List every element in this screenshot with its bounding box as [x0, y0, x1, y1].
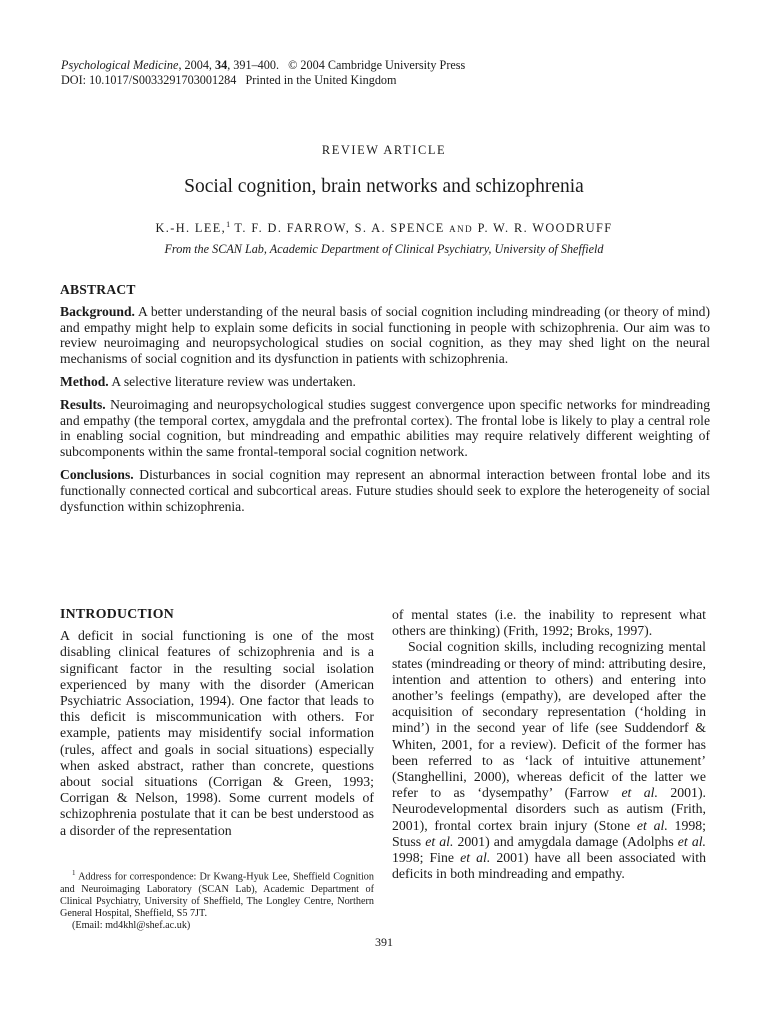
- et-al: et al.: [425, 833, 454, 849]
- conclusions-label: Conclusions.: [60, 466, 134, 482]
- article-type: REVIEW ARTICLE: [321, 143, 447, 157]
- citation-line: [61, 58, 465, 73]
- author-footnote-marker: 1: [226, 220, 231, 229]
- method-text: A selective literature review was undertaken.: [108, 373, 356, 389]
- doi: DOI: 10.1017/S0033291703001284: [61, 73, 237, 87]
- correspondence-footnote: [60, 867, 374, 932]
- author-part-2: T. F. D. FARROW, S. A. SPENCE: [230, 221, 450, 236]
- abstract-section: [60, 282, 710, 521]
- abstract-method: [60, 374, 710, 390]
- et-al: et al.: [621, 785, 658, 801]
- copyright-notice: © 2004 Cambridge University Press: [288, 58, 466, 72]
- para3-text-e: 1998; Fine: [392, 850, 461, 866]
- results-text: Neuroimaging and neuropsychological studies suggest convergence upon specific networks for mindreading and empathy (the temporal cortex, amygdala and the prefrontal cortex). The frontal lobe is likely to play a central role in enabling social cognition, but mindreading and empathic abilities may require relatively different weighting of subcomponents within the same frontal-temporal social cognition network.: [60, 396, 710, 460]
- article-title: Social cognition, brain networks and schizophrenia: [184, 176, 584, 197]
- printed-notice: Printed in the United Kingdom: [245, 73, 397, 87]
- abstract-results: [60, 397, 710, 460]
- para3-text-b: 2001). Neurodevelopmental disorders such as autism (Frith, 2001), frontal cortex brain injury (Stone: [392, 785, 706, 833]
- background-label: Background.: [60, 303, 135, 319]
- left-column: [60, 606, 374, 839]
- journal-header: [61, 58, 465, 88]
- et-al: et al.: [460, 850, 491, 866]
- intro-paragraph-1: A deficit in social functioning is one of the most disabling clinical features of schizophrenia and is a significant factor in the resulting social isolation experienced by many with the disorder (American Psychiatric Association, 1994). One factor that leads to this deficit is miscommunication with others. For example, patients may misidentify social information (rules, affect and goals in social situations) especially when asked abstract, rather than concrete, questions about social situations (Corrigan & Green, 1993; Corrigan & Nelson, 1998). Some current models of schizophrenia postulate that it can be best understood as a disorder of the representation: [60, 628, 374, 838]
- para3-text-c: 1998; Stuss: [392, 817, 706, 849]
- right-column: [392, 607, 706, 882]
- method-label: Method.: [60, 373, 109, 389]
- author-part-3: P. W. R. WOODRUFF: [473, 221, 613, 236]
- doi-line: [61, 73, 465, 88]
- conclusions-text: Disturbances in social cognition may represent an abnormal interaction between frontal lobe and its functionally connected cortical and subcortical areas. Future studies should seek to explore the heterogeneity of social dysfunction within schizophrenia.: [60, 466, 710, 514]
- et-al: et al.: [677, 833, 706, 849]
- affiliation: From the SCAN Lab, Academic Department of Clinical Psychiatry, University of Sheffield: [164, 242, 604, 256]
- page-range: , 391–400.: [227, 58, 279, 72]
- author-part-1: K.-H. LEE,: [155, 221, 227, 236]
- results-label: Results.: [60, 396, 106, 412]
- abstract-heading: ABSTRACT: [60, 282, 136, 297]
- background-text: A better understanding of the neural basis of social cognition including mindreading (or theory of mind) and empathy might help to explain some deficits in social functioning in people with schizophrenia. Our aim was to review neuroimaging and neuropsychological studies on social cognition, as they may shed light on the neural mechanisms of social cognition and its dysfunction in patients with schizophrenia.: [60, 303, 710, 367]
- footnote-text: Address for correspondence: Dr Kwang-Hyuk Lee, Sheffield Cognition and Neuroimaging Laboratory (SCAN Lab), Academic Department of Clinical Psychiatry, University of Sheffield, The Longley Centre, Northern General Hospital, Sheffield, S5 7JT.: [60, 871, 374, 919]
- journal-name: Psychological Medicine: [61, 58, 179, 72]
- author-and: AND: [449, 224, 474, 235]
- volume-number: 34: [215, 58, 228, 72]
- para3-text-f: 2001) have all been associated with deficits in both mindreading and empathy.: [392, 850, 706, 882]
- page-number: 391: [375, 935, 393, 949]
- footnote-email: (Email: md4khl@shef.ac.uk): [72, 920, 191, 932]
- para3-text-a: Social cognition skills, including recognizing mental states (mindreading or theory of mind: attributing desire, intention and attention to others) and entering into another’s feelings (empathy), are developed after the acquisition of secondary representation (‘holding in mind’) in the second year of life (see Suddendorf & Whiten, 2001, for a review). Deficit of the former has been referred to as ‘lack of intuitive attunement’ (Stanghellini, 2000), whereas deficit of the latter we refer to as ‘dysempathy’ (Farrow: [392, 639, 706, 801]
- et-al: et al.: [636, 817, 668, 833]
- abstract-background: [60, 304, 710, 367]
- footnote-body: [60, 867, 374, 920]
- intro-paragraph-2: of mental states (i.e. the inability to represent what others are thinking) (Frith, 1992; Broks, 1997).: [392, 607, 706, 639]
- citation-year: , 2004,: [178, 58, 215, 72]
- intro-paragraph-3: [392, 639, 706, 882]
- abstract-conclusions: [60, 467, 710, 514]
- introduction-heading: INTRODUCTION: [60, 606, 174, 621]
- para3-text-d: 2001) and amygdala damage (Adolphs: [453, 833, 678, 849]
- author-list: [0, 220, 768, 236]
- footnote-marker: 1: [72, 869, 76, 877]
